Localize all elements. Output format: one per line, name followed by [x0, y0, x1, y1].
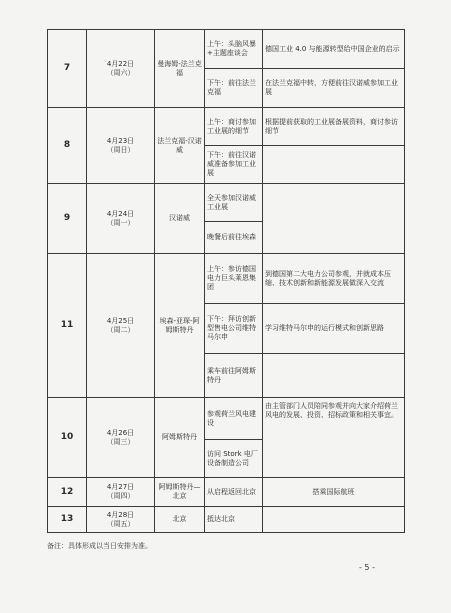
row-number: 12 — [48, 478, 87, 507]
place-cell: 埃森-亚琛-阿姆斯特丹 — [155, 254, 205, 398]
objective-cell: 在法兰克福中转，方便前往汉诺威参加工业展 — [263, 69, 405, 108]
objective-cell — [263, 354, 405, 398]
objective-cell — [263, 507, 405, 533]
table-row — [48, 108, 405, 146]
date-text: 4月23日 — [106, 136, 135, 145]
place-cell: 曼海姆-法兰克福 — [155, 30, 205, 108]
weekday-text: （周二） — [106, 325, 135, 334]
objective-cell: 搭乘国际航班 — [263, 478, 405, 507]
activity-cell: 访问 Stork 电厂设备制造公司 — [205, 440, 263, 478]
activity-cell: 晚餐后前往埃森 — [205, 222, 263, 254]
date-cell — [87, 507, 155, 533]
row-number: 13 — [48, 507, 87, 533]
row-number: 10 — [48, 398, 87, 478]
footnote: 备注：具体形成以当日安排为准。 — [47, 542, 152, 550]
table-row — [48, 184, 405, 222]
date-text: 4月24日 — [106, 209, 135, 218]
place-cell: 汉诺威 — [155, 184, 205, 254]
activity-cell: 全天参加汉诺威工业展 — [205, 184, 263, 222]
objective-cell: 根据提前获取的工业展备展资料，商讨参访细节 — [263, 108, 405, 146]
date-cell — [87, 108, 155, 184]
place-cell: 阿姆斯特丹 — [155, 398, 205, 478]
weekday-text: （周六） — [106, 68, 135, 77]
date-text: 4月26日 — [106, 428, 135, 437]
table-row — [48, 478, 405, 507]
activity-cell: 上午：参访德国电力巨头莱恩集团 — [205, 254, 263, 304]
row-number: 11 — [48, 254, 87, 398]
table-row — [48, 254, 405, 304]
weekday-text: （周一） — [106, 218, 135, 227]
table-row — [48, 30, 405, 69]
objective-cell: 到德国第二大电力公司参观，并就成本压缩、技术创新和新能源发展做深入交流 — [263, 254, 405, 304]
weekday-text: （周日） — [106, 145, 135, 154]
table-row — [48, 507, 405, 533]
activity-cell: 参观荷兰风电建设 — [205, 398, 263, 440]
place-cell: 北京 — [155, 507, 205, 533]
date-text: 4月22日 — [106, 59, 135, 68]
objective-cell: 由主管部门人员陪同参观并向大家介绍荷兰风电的发展、投资、招标政策和相关事宜。 — [263, 398, 405, 478]
activity-cell: 抵达北京 — [205, 507, 263, 533]
place-cell: 法兰克福-汉诺威 — [155, 108, 205, 184]
objective-cell — [263, 146, 405, 184]
weekday-text: （周三） — [106, 437, 135, 446]
activity-cell: 下午：前往汉诺威准备参加工业展 — [205, 146, 263, 184]
date-cell — [87, 254, 155, 398]
schedule-table — [47, 29, 405, 533]
activity-cell: 上午：商讨参加工业展的细节 — [205, 108, 263, 146]
date-cell — [87, 184, 155, 254]
activity-cell: 上午：头脑风暴+主题座谈会 — [205, 30, 263, 69]
place-cell: 阿姆斯特丹—北京 — [155, 478, 205, 507]
objective-cell — [263, 184, 405, 254]
weekday-text: （周五） — [106, 519, 135, 528]
page-number: - 5 - — [359, 563, 375, 572]
objective-cell: 德国工业 4.0 与能源转型给中国企业的启示 — [263, 30, 405, 69]
date-text: 4月27日 — [106, 483, 135, 491]
row-number: 7 — [48, 30, 87, 108]
activity-cell: 乘车前往阿姆斯特丹 — [205, 354, 263, 398]
row-number: 8 — [48, 108, 87, 184]
activity-cell: 下午：前往法兰克福 — [205, 69, 263, 108]
date-cell — [87, 30, 155, 108]
activity-cell: 从启程返回北京 — [205, 478, 263, 507]
date-text: 4月25日 — [106, 316, 135, 325]
row-number: 9 — [48, 184, 87, 254]
activity-cell: 下午：拜访创新型售电公司维特马尔申 — [205, 304, 263, 354]
date-cell — [87, 478, 155, 507]
weekday-text: （周四） — [106, 492, 135, 500]
date-cell — [87, 398, 155, 478]
objective-cell: 学习维特马尔申的运行模式和创新思路 — [263, 304, 405, 354]
table-row — [48, 398, 405, 440]
date-text: 4月28日 — [106, 510, 135, 519]
